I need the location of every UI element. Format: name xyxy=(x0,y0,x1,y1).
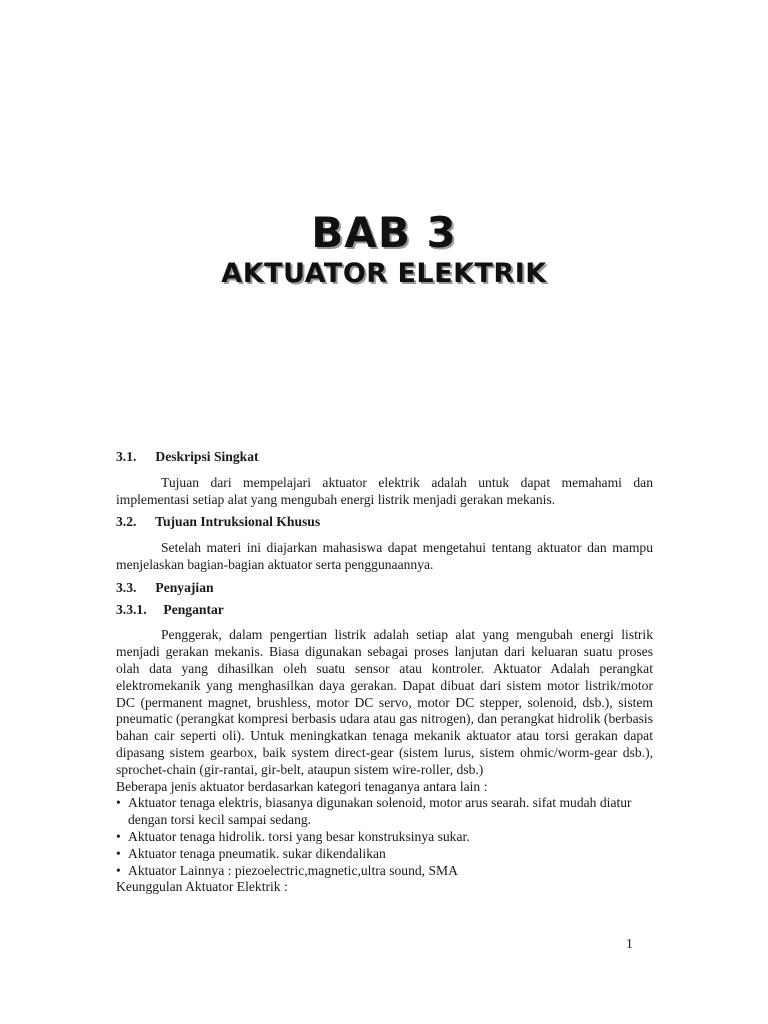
section-number: 3.3. xyxy=(116,579,137,595)
bullet-icon: • xyxy=(116,828,121,844)
list-item-text: Aktuator tenaga pneumatik. sukar dikendalikan xyxy=(128,845,386,861)
list-item xyxy=(116,846,653,863)
list-intro: Beberapa jenis aktuator berdasarkan kategori tenaganya antara lain : xyxy=(116,778,488,794)
section-paragraph-3-3-1: Penggerak, dalam pengertian listrik adalah setiap alat yang mengubah energi listrik menjadi gerakan mekanis. Biasa digunakan sebagai proses lanjutan dari keluaran suatu proses olah data yang dihasilkan oleh suatu sensor atau kontroler. Aktuator Adalah perangkat elektromekanik yang menghasilkan daya gerakan. Dapat dibuat dari sistem motor listrik/motor DC (permanent magnet, brushless, motor DC servo, motor DC stepper, solenoid, dsb.), sistem pneumatic (perangkat kompresi berbasis udara atau gas nitrogen), dan perangkat hidrolik (berbasis bahan cair seperti oli). Untuk meningkatkan tenaga mekanik aktuator atau torsi gerakan dapat dipasang sistem gearbox, baik system direct-gear (sistem lurus, sistem ohmic/worm-gear dsb.), sprochet-chain (gir-rantai, gir-belt, ataupun sistem wire-roller, dsb.) xyxy=(116,627,653,777)
section-title: Pengantar xyxy=(163,601,224,617)
section-number: 3.1. xyxy=(116,449,137,464)
chapter-number: BAB 3 xyxy=(311,208,457,257)
section-heading-3-3 xyxy=(116,580,653,597)
bullet-icon: • xyxy=(116,862,121,878)
list-item xyxy=(116,795,653,829)
list-item xyxy=(116,863,653,880)
list-item-text: Aktuator tenaga hidrolik. torsi yang besar konstruksinya sukar. xyxy=(128,828,470,844)
bullet-icon: • xyxy=(116,845,121,861)
section-heading-3-2 xyxy=(116,514,653,531)
section-paragraph-3-1: Tujuan dari mempelajari aktuator elektrik adalah untuk dapat memahami dan implementasi setiap alat yang mengubah energi listrik menjadi gerakan mekanis. xyxy=(116,474,653,507)
chapter-title: AKTUATOR ELEKTRIK xyxy=(221,258,547,289)
section-paragraph-3-2: Setelah materi ini diajarkan mahasiswa dapat mengetahui tentang aktuator dan mampu menjelaskan bagian-bagian aktuator serta penggunaannya. xyxy=(116,540,653,572)
closing-line: Keunggulan Aktuator Elektrik : xyxy=(116,879,288,895)
section-title: Penyajian xyxy=(155,579,214,595)
document-body xyxy=(116,449,653,896)
section-number: 3.2. xyxy=(116,514,137,530)
list-item-text: Aktuator Lainnya : piezoelectric,magnetic,ultra sound, SMA xyxy=(128,862,458,878)
actuator-type-list xyxy=(116,795,653,879)
section-heading-3-3-1 xyxy=(116,602,653,619)
section-number: 3.3.1. xyxy=(116,601,147,617)
list-item xyxy=(116,829,653,846)
section-title: Deskripsi Singkat xyxy=(155,449,259,464)
section-title: Tujuan Intruksional Khusus xyxy=(155,514,321,530)
section-heading-3-1 xyxy=(116,449,653,466)
list-item-text: Aktuator tenaga elektris, biasanya digunakan solenoid, motor arus searah. sifat mudah diatur dengan torsi kecil sampai sedang. xyxy=(128,795,632,828)
page-number: 1 xyxy=(626,936,633,951)
bullet-icon: • xyxy=(116,795,121,811)
